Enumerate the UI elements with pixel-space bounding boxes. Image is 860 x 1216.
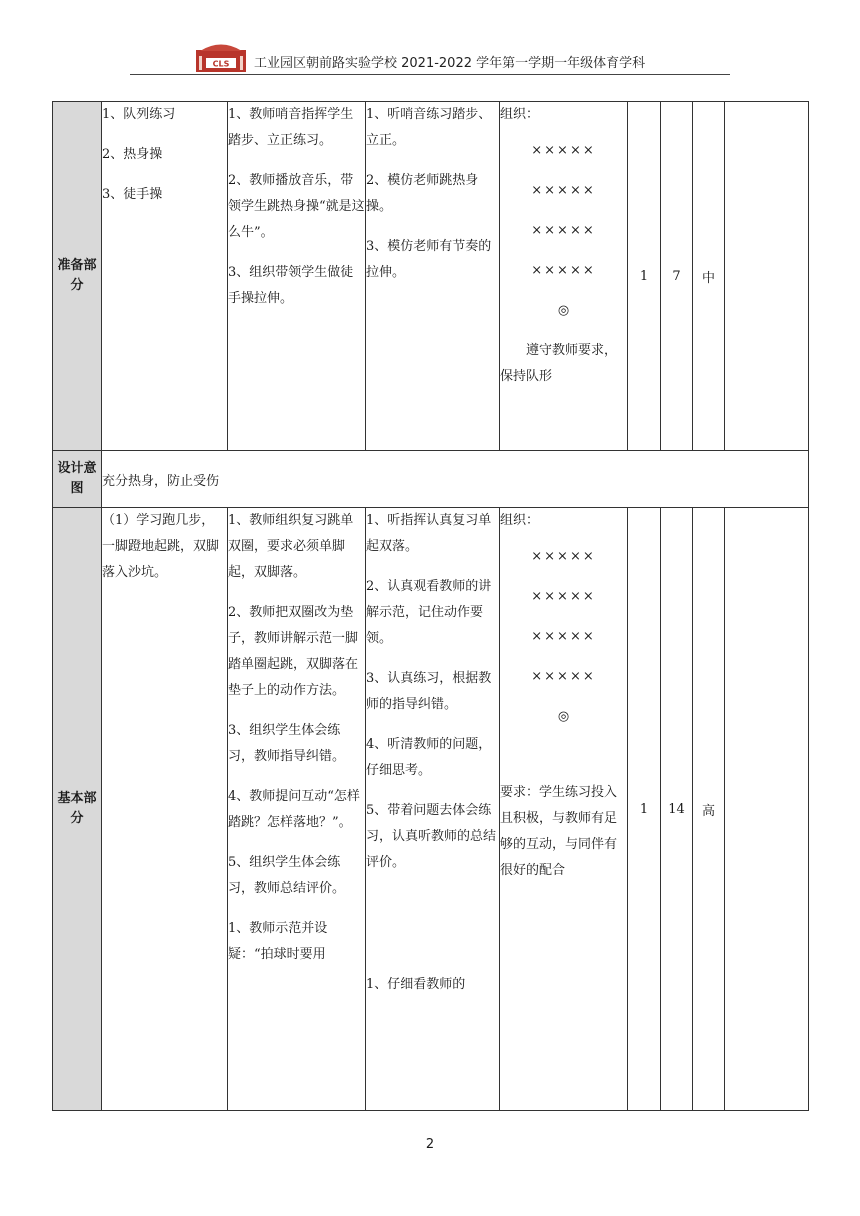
prep-organization [500,102,628,451]
basic-content-item: （1）学习跑几步，一脚蹬地起跳，双脚落入沙坑。 [102,513,220,580]
design-text: 充分热身，防止受伤 [102,451,809,508]
prep-content-item: 3、徒手操 [102,187,163,202]
lesson-plan-table [52,101,809,1111]
basic-content [102,508,228,1111]
basic-intensity: 高 [693,508,725,1111]
basic-org-label: 组织： [500,513,540,528]
prep-requirement: 遵守教师要求，保持队形 [500,343,618,384]
prep-minutes: 7 [661,102,693,451]
prep-teacher-item: 3、组织带领学生做徒手操拉伸。 [228,265,354,306]
prep-content-item: 2、热身操 [102,147,163,162]
basic-times: 1 [628,508,661,1111]
formation-row: ××××× [531,183,596,198]
prep-student-item: 3、模仿老师有节奏的拉伸。 [366,239,492,280]
basic-student-activity [366,508,500,1111]
header-divider [130,74,730,75]
formation-row: ××××× [531,223,596,238]
basic-student-item: 4、听清教师的问题，仔细思考。 [366,737,492,778]
prep-student-item: 2、模仿老师跳热身操。 [366,173,479,214]
prep-times: 1 [628,102,661,451]
formation-row: ××××× [531,143,596,158]
teacher-position-icon: ◎ [557,303,570,318]
prep-teacher-activity [228,102,366,451]
basic-section-label: 基本部分 [53,508,102,1111]
prep-intensity: 中 [693,102,725,451]
formation-row: ××××× [531,549,596,564]
basic-student-item: 1、听指挥认真复习单起双落。 [366,513,492,554]
basic-row [53,508,809,1111]
basic-student-item: 3、认真练习，根据教师的指导纠错。 [366,671,492,712]
formation-row: ××××× [531,669,596,684]
teacher-position-icon: ◎ [557,709,570,724]
formation-row: ××××× [531,263,596,278]
basic-student-item: 5、带着问题去体会练习，认真听教师的总结评价。 [366,803,497,870]
basic-teacher-item: 4、教师提问互动“怎样踏跳？怎样落地？”。 [228,789,360,830]
prep-section-label: 准备部分 [53,102,102,451]
prep-student-activity [366,102,500,451]
basic-student-item: 2、认真观看教师的讲解示范，记住动作要领。 [366,579,492,646]
basic-minutes: 14 [661,508,693,1111]
prep-teacher-item: 1、教师哨音指挥学生踏步、立正练习。 [228,107,354,148]
page-number: 2 [425,1137,435,1152]
prep-teacher-item: 2、教师播放音乐，带领学生跳热身操“就是这么牛”。 [228,173,365,240]
prep-student-item: 1、听哨音练习踏步、立正。 [366,107,492,148]
basic-student-item: 1、仔细看教师的 [366,977,466,992]
prep-org-label: 组织： [500,107,540,122]
design-row [53,451,809,508]
basic-remarks [725,508,809,1111]
school-logo [196,42,246,72]
prep-row [53,102,809,451]
formation-row: ××××× [531,589,596,604]
basic-teacher-activity [228,508,366,1111]
basic-organization [500,508,628,1111]
header-title: 工业园区朝前路实验学校 2021-2022 学年第一学期一年级体育学科 [254,56,646,71]
formation-row: ××××× [531,629,596,644]
basic-teacher-item: 1、教师组织复习跳单双圈，要求必须单脚起，双脚落。 [228,513,354,580]
prep-content [102,102,228,451]
prep-content-item: 1、队列练习 [102,107,176,122]
basic-teacher-item: 5、组织学生体会练习，教师总结评价。 [228,855,346,896]
svg-text:CLS: CLS [212,59,230,69]
basic-requirement: 要求：学生练习投入且积极，与教师有足够的互动，与同伴有很好的配合 [500,785,618,878]
basic-teacher-item: 1、教师示范并设疑：“拍球时要用 [228,921,328,962]
page-header [130,40,730,76]
design-label: 设计意图 [53,451,102,508]
prep-remarks [725,102,809,451]
basic-teacher-item: 3、组织学生体会练习，教师指导纠错。 [228,723,346,764]
basic-teacher-item: 2、教师把双圈改为垫子，教师讲解示范一脚踏单圈起跳，双脚落在垫子上的动作方法。 [228,605,359,698]
